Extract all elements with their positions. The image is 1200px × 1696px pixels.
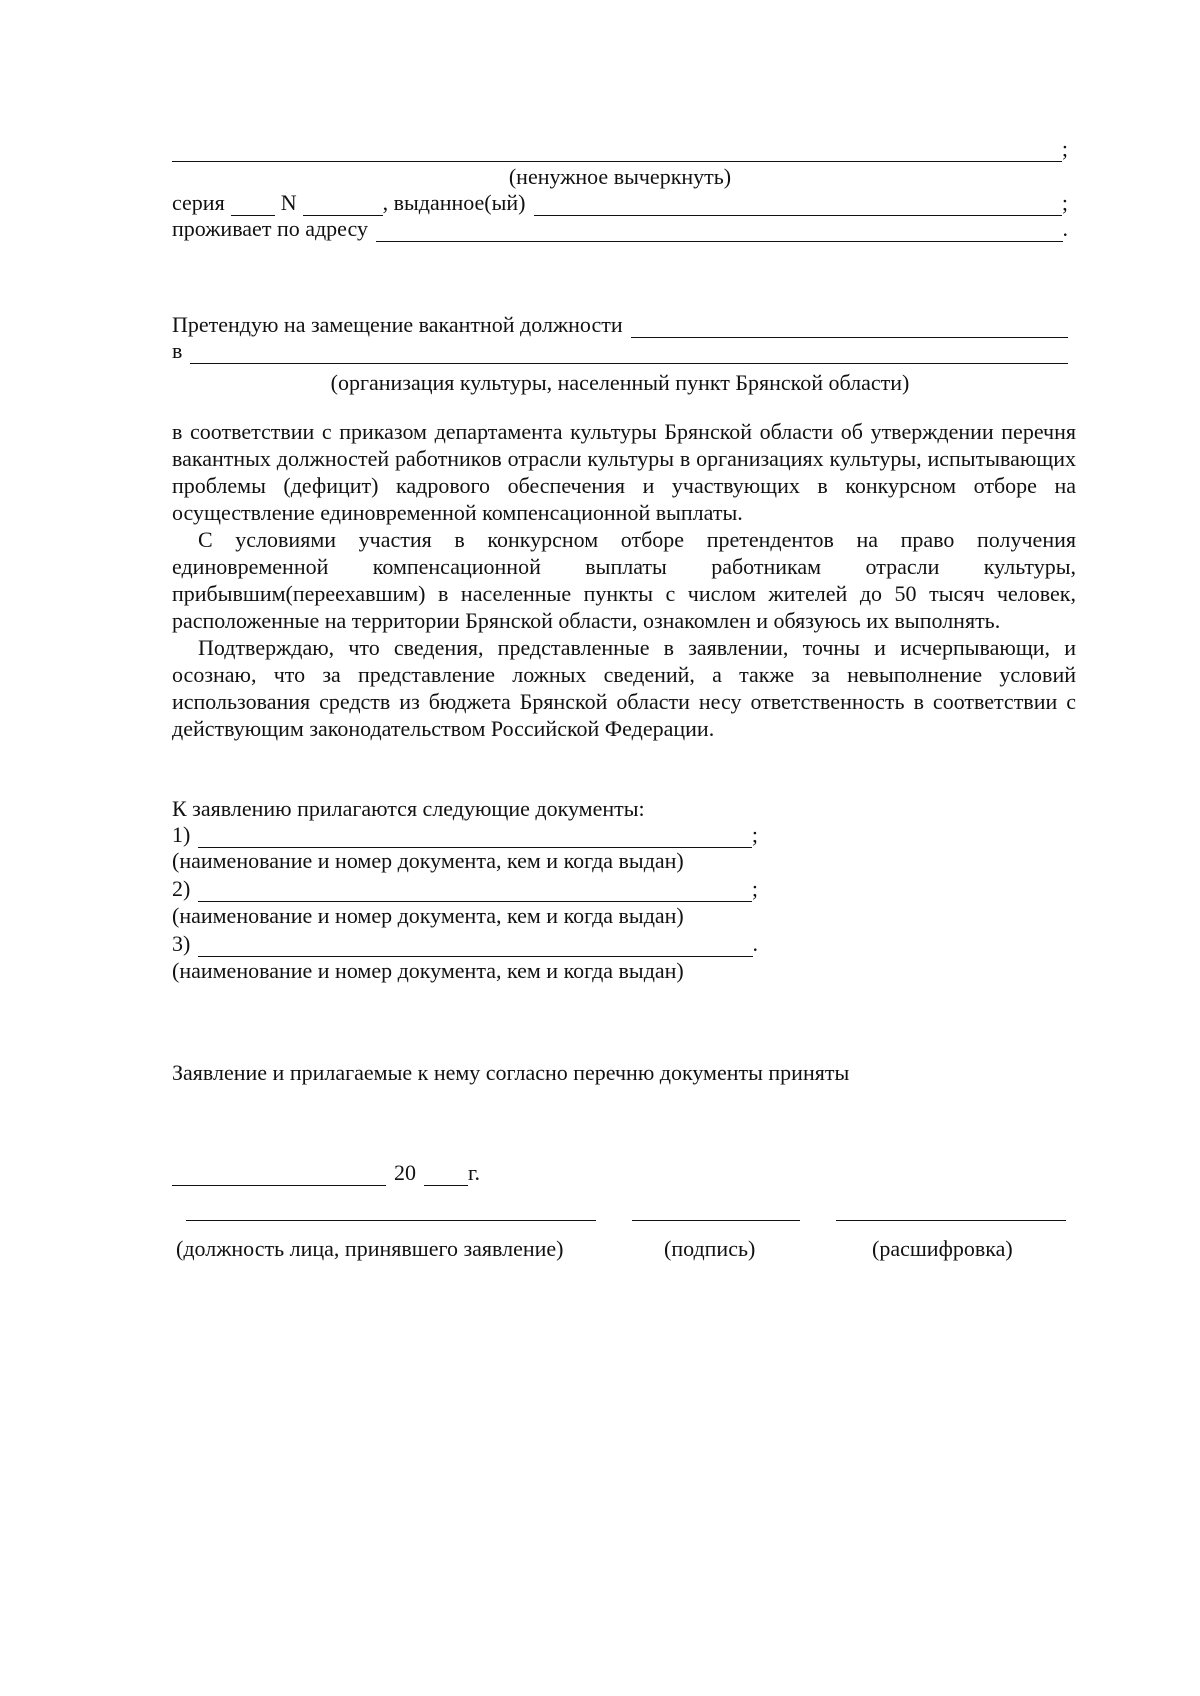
in-label: в xyxy=(172,338,183,363)
issued-end: ; xyxy=(1061,190,1068,215)
paragraph-2: С условиями участия в конкурсном отборе претендентов на право получения единовременной компенсационной выплаты работникам отрасли культуры, прибывшим(переехавшим) в населенные пункты с числом жителей до 50 тысяч человек, расположенные на территории Брянской области, ознакомлен и обязуюсь их выполнять. xyxy=(172,527,1076,633)
attachment-end-1: ; xyxy=(751,822,758,847)
attachment-num-2: 2) xyxy=(172,876,191,901)
attachment-num-3: 3) xyxy=(172,931,191,956)
attachment-blank-3[interactable] xyxy=(198,935,752,957)
strike-note: (ненужное вычеркнуть) xyxy=(508,164,732,189)
address-line xyxy=(172,216,1068,242)
series-label: серия xyxy=(172,190,225,215)
attachment-blank-2[interactable] xyxy=(198,880,752,902)
attachment-line-2 xyxy=(172,876,758,902)
attachment-end-3: . xyxy=(752,931,758,956)
issued-blank[interactable] xyxy=(534,194,1062,216)
attachment-line-3 xyxy=(172,931,758,957)
position-caption: (должность лица, принявшего заявление) xyxy=(176,1236,564,1261)
attachment-note-1: (наименование и номер документа, кем и когда выдан) xyxy=(172,848,684,873)
position-blank[interactable] xyxy=(631,316,1068,338)
organization-line xyxy=(172,338,1068,364)
issued-label: , выданное(ый) xyxy=(382,190,526,215)
name-line xyxy=(172,136,1068,162)
position-signature-blank[interactable] xyxy=(186,1218,596,1221)
accepted-statement: Заявление и прилагаемые к нему согласно перечню документы приняты xyxy=(172,1060,850,1085)
position-line xyxy=(172,312,1068,338)
attachment-blank-1[interactable] xyxy=(198,826,752,848)
position-label: Претендую на замещение вакантной должности xyxy=(172,312,623,337)
address-label: проживает по адресу xyxy=(172,216,368,241)
body-text xyxy=(172,418,1076,742)
address-blank[interactable] xyxy=(376,220,1063,242)
date-year-suffix: г. xyxy=(468,1160,481,1185)
organization-note: (организация культуры, населенный пункт Брянской области) xyxy=(330,370,910,395)
series-blank[interactable] xyxy=(231,194,275,216)
signature-blank[interactable] xyxy=(632,1218,800,1221)
attachment-note-3: (наименование и номер документа, кем и когда выдан) xyxy=(172,958,684,983)
date-year-prefix: 20 xyxy=(394,1160,416,1185)
name-blank[interactable] xyxy=(172,140,1062,162)
attachment-num-1: 1) xyxy=(172,822,191,847)
number-label: N xyxy=(280,190,297,215)
number-blank[interactable] xyxy=(303,194,383,216)
attachment-note-2: (наименование и номер документа, кем и когда выдан) xyxy=(172,903,684,928)
signature-caption: (подпись) xyxy=(664,1236,756,1261)
paragraph-3: Подтверждаю, что сведения, представленные в заявлении, точны и исчерпывающи, и осознаю, что за представление ложных сведений, а также за невыполнение условий использования средств из бюджета Брянской области несу ответственность в соответствии с действующим законодательством Российской Федерации. xyxy=(172,635,1076,741)
passport-line xyxy=(172,190,1068,216)
decode-blank[interactable] xyxy=(836,1218,1066,1221)
address-end: . xyxy=(1062,216,1068,241)
attachments-heading: К заявлению прилагаются следующие документы: xyxy=(172,796,645,821)
date-year-blank[interactable] xyxy=(424,1164,468,1186)
date-day-month-blank[interactable] xyxy=(172,1164,386,1186)
name-line-end: ; xyxy=(1061,136,1068,161)
date-line xyxy=(172,1160,1068,1186)
paragraph-1: в соответствии с приказом департамента культуры Брянской области об утверждении перечня вакантных должностей работников отрасли культуры в организациях культуры, испытывающих проблемы (дефицит) кадрового обеспечения и участвующих в конкурсном отборе на осуществление единовременной компенсационной выплаты. xyxy=(172,419,1076,525)
attachment-end-2: ; xyxy=(751,876,758,901)
decode-caption: (расшифровка) xyxy=(872,1236,1013,1261)
organization-blank[interactable] xyxy=(190,342,1068,364)
attachment-line-1 xyxy=(172,822,758,848)
